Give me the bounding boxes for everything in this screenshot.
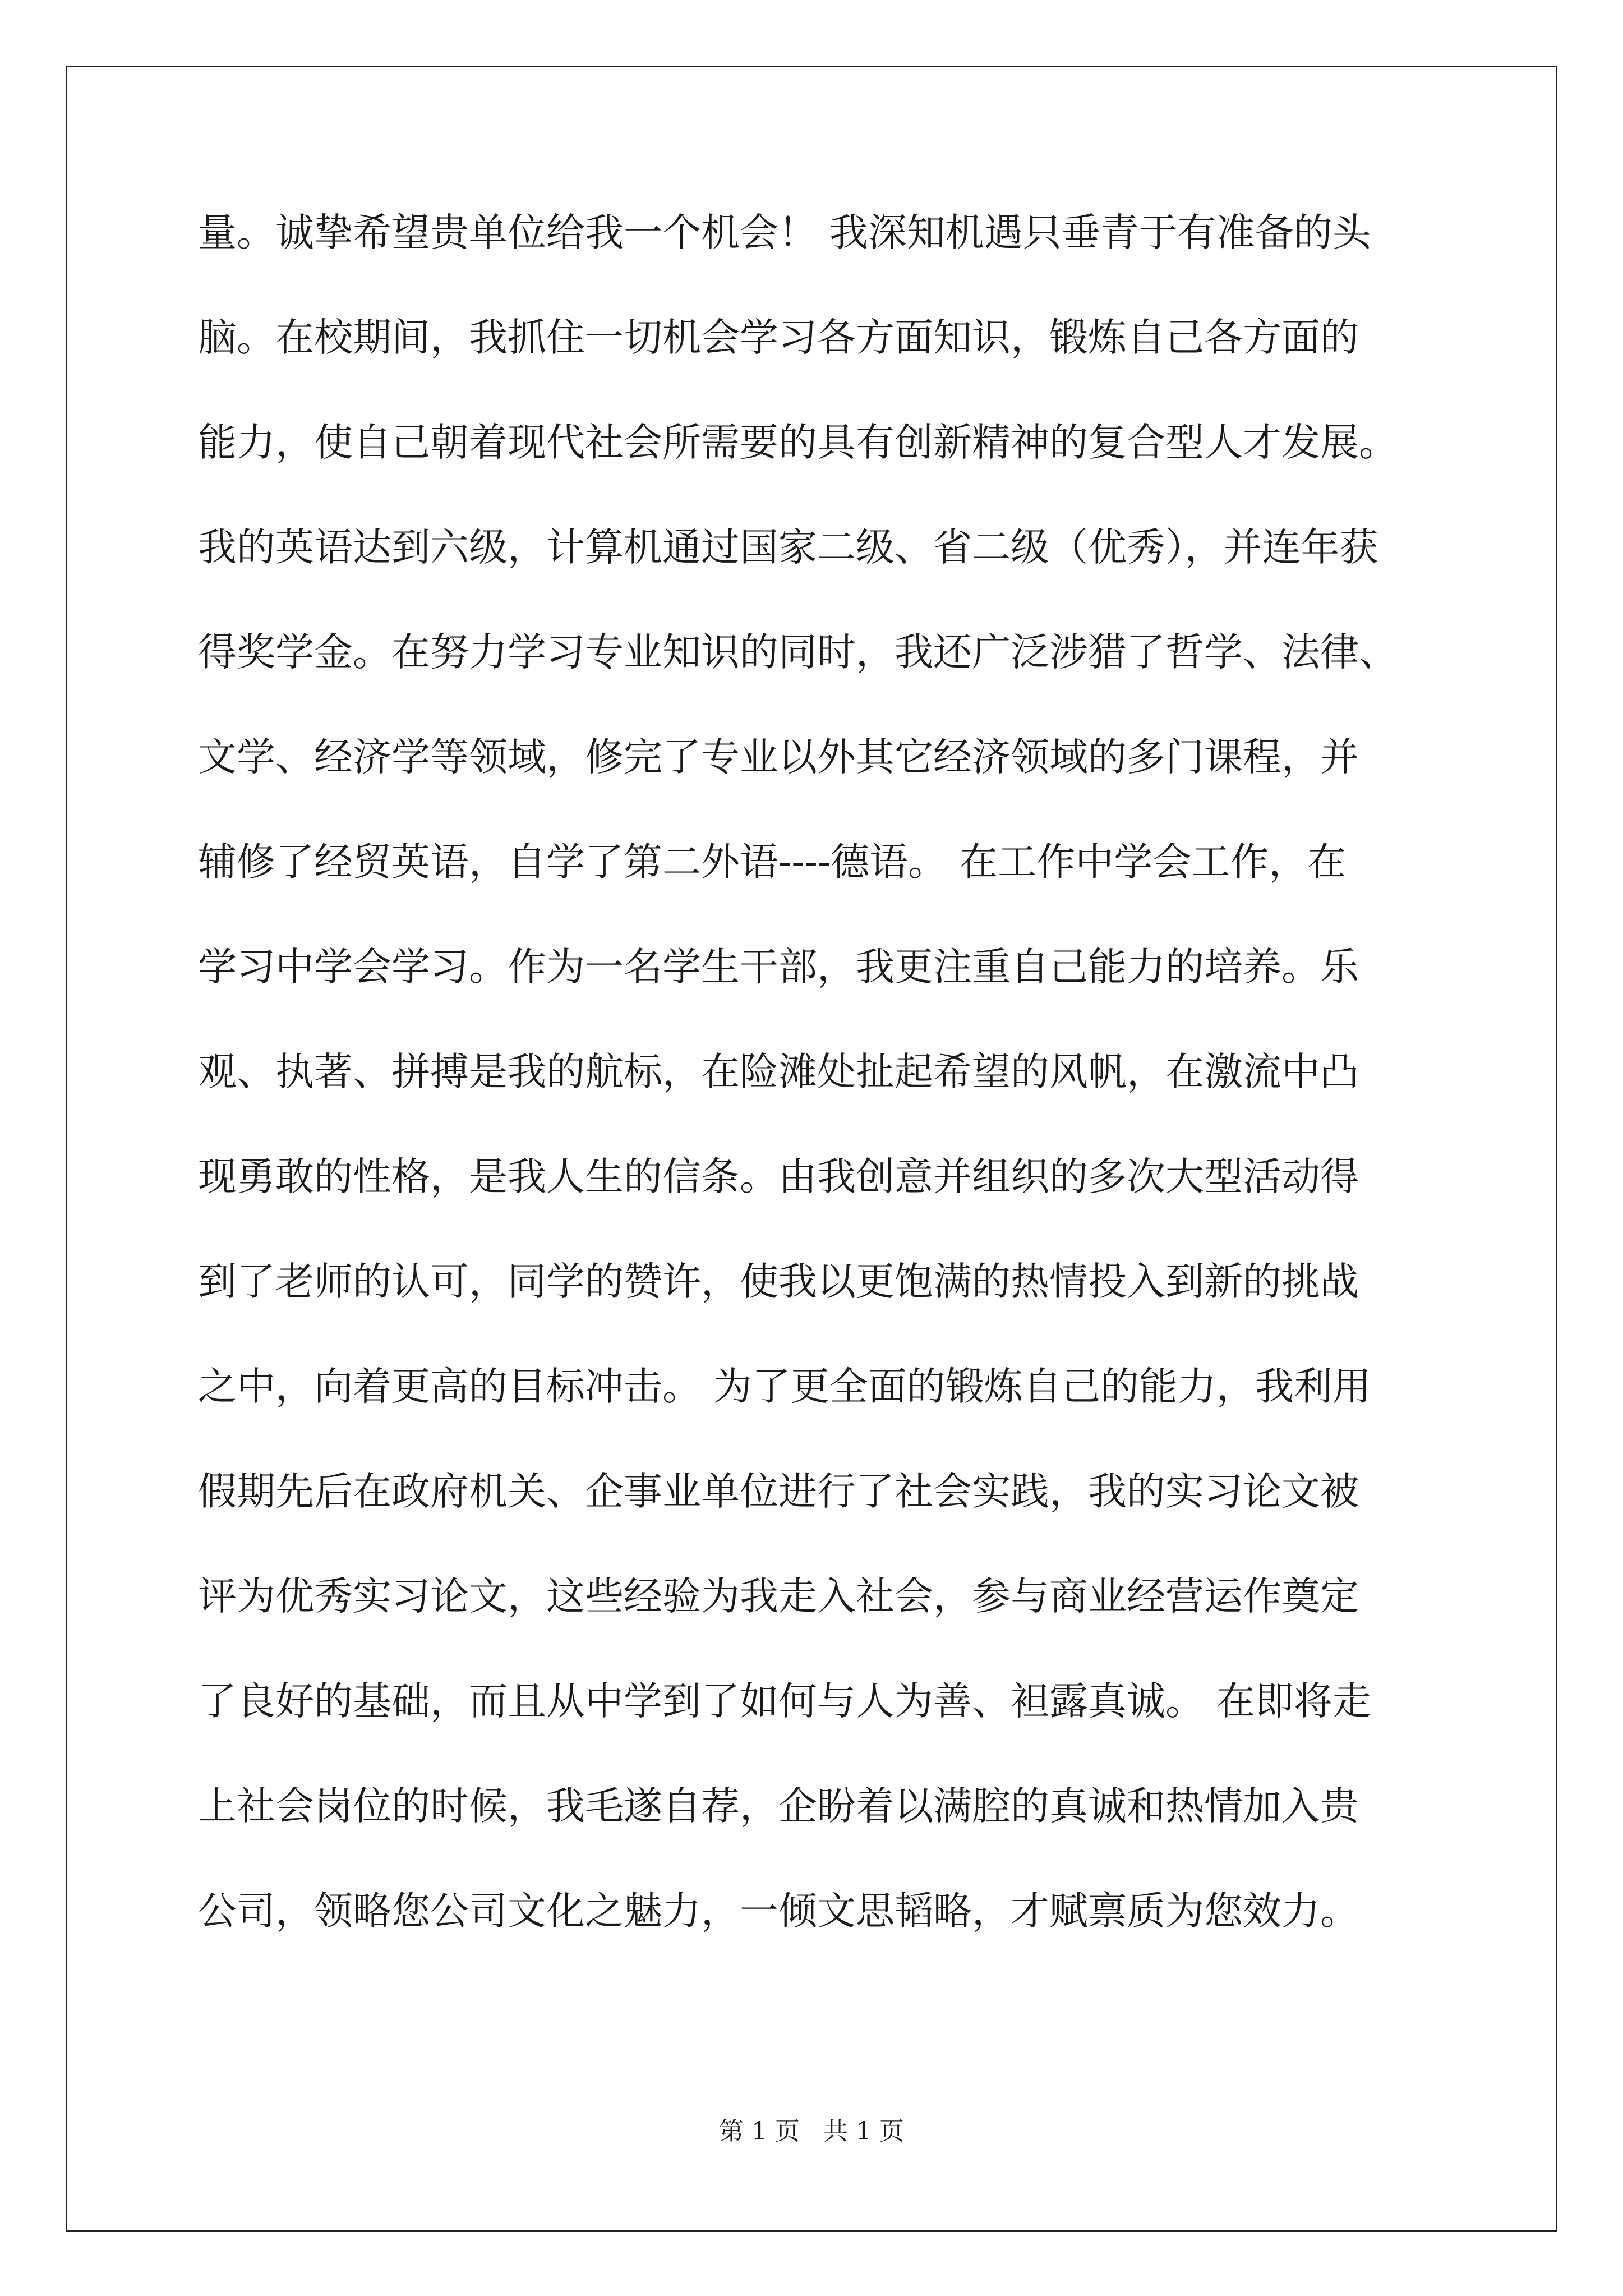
text-line: 上社会岗位的时候，我毛遂自荐，企盼着以满腔的真诚和热情加入贵 [198,1784,1359,1829]
text-line: 假期先后在政府机关、企事业单位进行了社会实践，我的实习论文被 [198,1469,1359,1514]
text-line: 脑。在校期间，我抓住一切机会学习各方面知识，锻炼自己各方面的 [198,315,1359,360]
text-line: 之中，向着更高的目标冲击。 为了更全面的锻炼自己的能力，我利用 [198,1364,1371,1409]
text-line: 得奖学金。在努力学习专业知识的同时，我还广泛涉猎了哲学、法律、 [198,630,1398,675]
text-line: 辅修了经贸英语，自学了第二外语----德语。 在工作中学会工作，在 [198,840,1347,885]
text-line: 量。诚挚希望贵单位给我一个机会！ 我深知机遇只垂青于有准备的头 [198,210,1371,255]
text-line: 文学、经济学等领域，修完了专业以外其它经济领域的多门课程，并 [198,735,1359,780]
text-line: 评为优秀实习论文，这些经验为我走入社会，参与商业经营运作奠定 [198,1574,1359,1619]
page-footer: 第 1 页 共 1 页 [719,2117,904,2146]
text-line: 我的英语达到六级，计算机通过国家二级、省二级（优秀），并连年获 [198,525,1378,570]
text-line: 到了老师的认可，同学的赞许，使我以更饱满的热情投入到新的挑战 [198,1259,1359,1304]
text-line: 观、执著、拼搏是我的航标，在险滩处扯起希望的风帆，在激流中凸 [198,1050,1359,1094]
text-line: 公司，领略您公司文化之魅力，一倾文思韬略，才赋禀质为您效力。 [198,1889,1359,1934]
text-line: 现勇敢的性格，是我人生的信条。由我创意并组织的多次大型活动得 [198,1154,1359,1199]
text-line: 学习中学会学习。作为一名学生干部，我更注重自己能力的培养。乐 [198,945,1359,990]
body-text [198,208,1460,1991]
text-line: 了良好的基础，而且从中学到了如何与人为善、袒露真诚。 在即将走 [198,1679,1371,1724]
text-line: 能力，使自己朝着现代社会所需要的具有创新精神的复合型人才发展。 [198,420,1398,465]
